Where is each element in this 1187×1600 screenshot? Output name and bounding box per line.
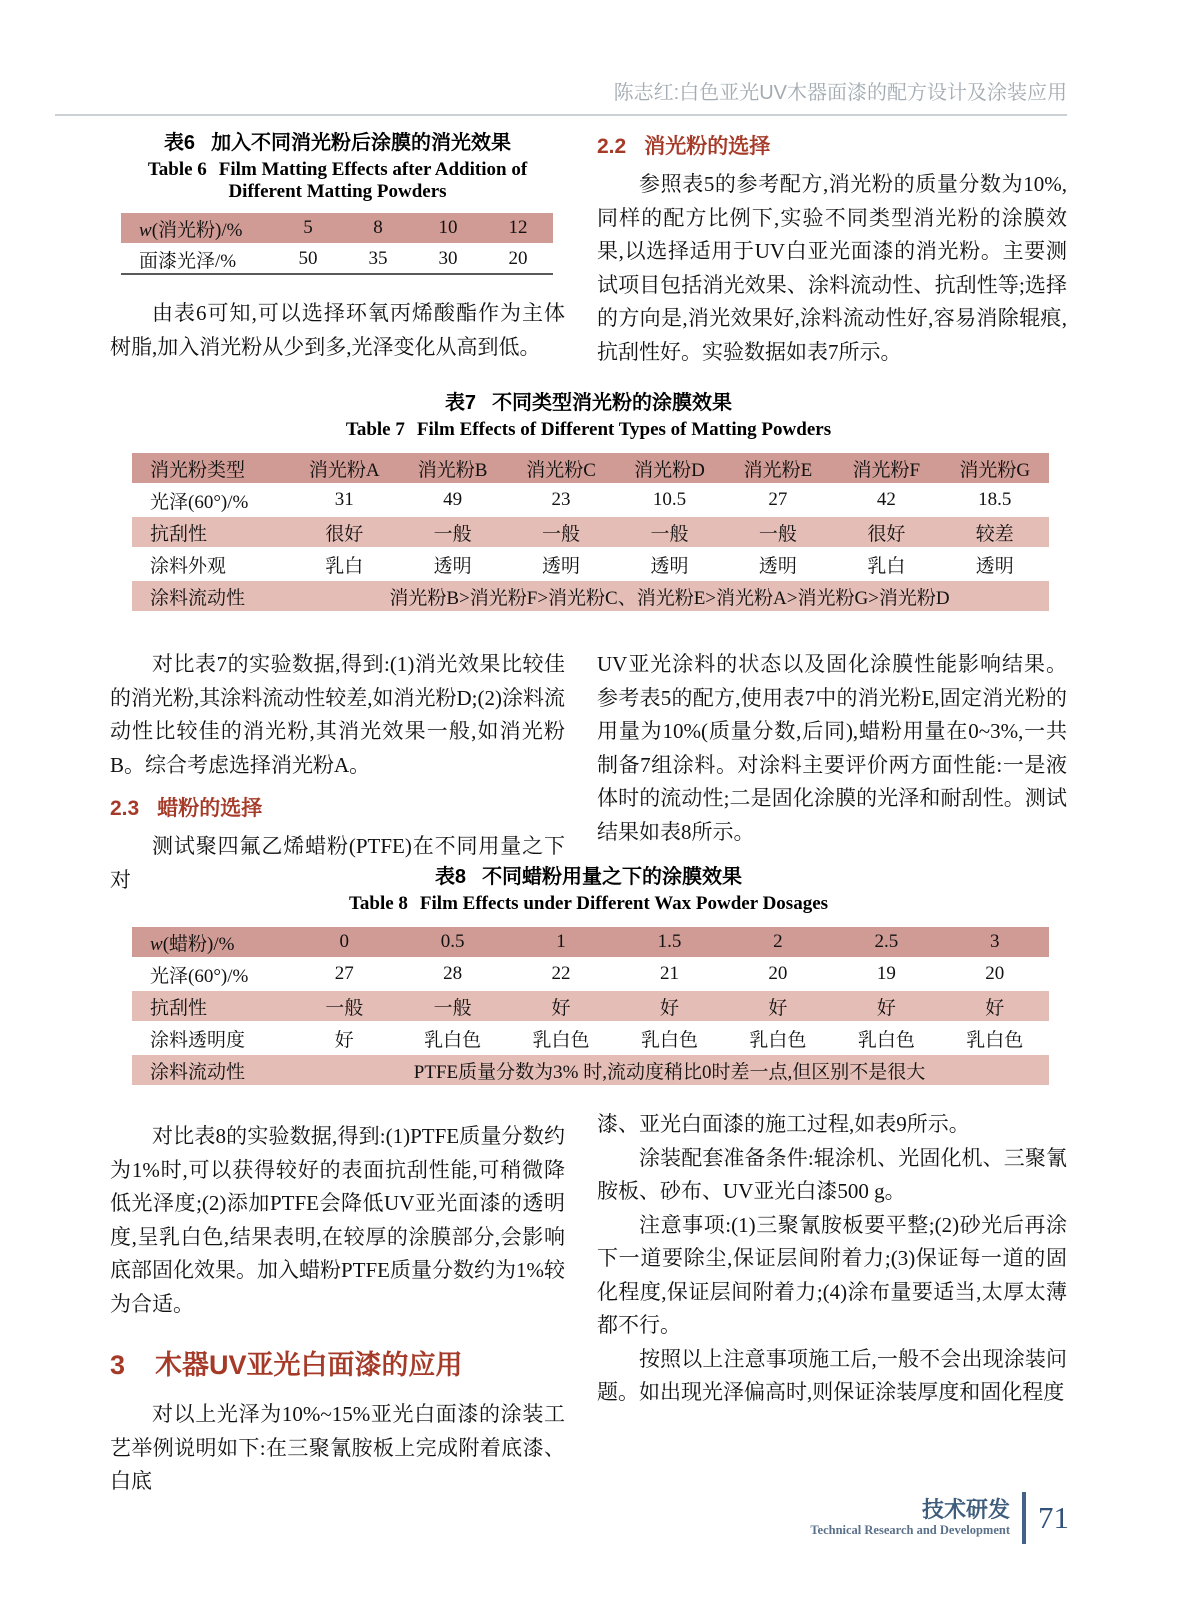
- table7-cell: 一般: [724, 517, 832, 547]
- section-2-3-heading: [110, 792, 565, 822]
- table8-header-cell: 2: [724, 927, 832, 957]
- table8-cell: 一般: [398, 991, 506, 1021]
- table8-title-cn: 不同蜡粉用量之下的涂膜效果: [482, 866, 743, 888]
- table7-cell: 透明: [650, 555, 689, 577]
- table6-row-label: 面漆光泽/%: [121, 245, 273, 275]
- table8-header-label: [132, 927, 290, 957]
- table8-row-label: 涂料流动性: [132, 1055, 290, 1085]
- table7-cell: 一般: [507, 517, 615, 547]
- section-2-2-title: 消光粉的选择: [644, 135, 771, 158]
- table6-header-cell: 8: [343, 213, 413, 243]
- table8-cell: 乳白色: [857, 1029, 915, 1051]
- table7-header-cell: 消光粉A: [290, 453, 398, 483]
- table8-cell: 乳白色: [749, 1029, 807, 1051]
- table7-cell: 很好: [832, 517, 940, 547]
- table6-cell: 50: [273, 245, 343, 275]
- table7-cell: 较差: [941, 517, 1049, 547]
- table7-row-flow: [132, 581, 1049, 611]
- table8-cell: 28: [443, 963, 463, 984]
- table7-header-cell: 消光粉F: [832, 453, 940, 483]
- table7-header-row: [132, 453, 1049, 483]
- section-2-2-heading: [597, 130, 1067, 160]
- table8-header-cell: 3: [941, 927, 1049, 957]
- table8-analysis-paragraph: 对比表8的实验数据,得到:(1)PTFE质量分数约为1%时,可以获得较好的表面抗刮性能,可稍微降低光泽度;(2)添加PTFE会降低UV亚光面漆的透明度,呈乳白色,结果表明,在较厚的涂膜部分,会影响底部固化效果。加入蜡粉PTFE质量分数约为1%较为合适。: [110, 1124, 566, 1316]
- table6-header-label: [121, 213, 273, 243]
- table8-label-cn: 表8: [434, 866, 467, 888]
- table7-title-cn: 不同类型消光粉的涂膜效果: [492, 392, 733, 414]
- table7-flow-ranking: 消光粉B>消光粉F>消光粉C、消光粉E>消光粉A>消光粉G>消光粉D: [290, 581, 1049, 611]
- table6-header-cell: 5: [273, 213, 343, 243]
- section-2-3-paragraph-start: 测试聚四氟乙烯蜡粉(PTFE)在不同用量之下对: [110, 834, 565, 892]
- table7-caption-cn: [110, 386, 1067, 415]
- table8-cell: 好: [334, 1029, 354, 1051]
- table7-title-en: Film Effects of Different Types of Matting Powders: [416, 419, 832, 440]
- section-3-paragraph-start: 对以上光泽为10%~15%亚光白面漆的涂装工艺举例说明如下:在三聚氰胺板上完成附着底漆、白底: [110, 1402, 565, 1493]
- table8-row-scratch: [132, 991, 1049, 1021]
- table8-header-cell: 1: [507, 927, 615, 957]
- table6-header-row: [121, 213, 553, 243]
- table7-cell: 27: [768, 489, 788, 510]
- table6-note-paragraph: 由表6可知,可以选择环氧丙烯酸酯作为主体树脂,加入消光粉从少到多,光泽变化从高到低。: [110, 301, 565, 359]
- table7-row-label: 光泽(60°)/%: [150, 491, 249, 513]
- table6-header-cell: 12: [483, 213, 553, 243]
- table8: [132, 925, 1049, 1087]
- table8-cell: 乳白色: [424, 1029, 482, 1051]
- table8-cell: 好: [724, 991, 832, 1021]
- table7-cell: 乳白: [867, 555, 906, 577]
- table7-header-cell: 消光粉类型: [132, 453, 290, 483]
- table8-cell: 好: [941, 991, 1049, 1021]
- table7-caption-en: [110, 419, 1067, 441]
- table7-header-cell: 消光粉D: [615, 453, 723, 483]
- section-2-2: [597, 126, 1067, 369]
- table8-cell: 好: [832, 991, 940, 1021]
- table8-row-gloss: [132, 959, 1049, 989]
- section-2-2-number: 2.2: [597, 135, 627, 158]
- wax-paragraph-continuation: UV亚光涂料的状态以及固化涂膜性能影响结果。参考表5的配方,使用表7中的消光粉E,固定消光粉的用量为10%(质量分数,后同),蜡粉用量在0~3%,一共制备7组涂料。对涂料主要评价两方面性能:一是液体时的流动性;二是固化涂膜的光泽和耐刮性。测试结果如表8所示。: [597, 652, 1067, 844]
- section-2-3-title: 蜡粉的选择: [157, 797, 263, 820]
- application-paragraph-continuation: 漆、亚光白面漆的施工过程,如表9所示。: [597, 1112, 970, 1136]
- table8-row-flow: [132, 1055, 1049, 1085]
- table8-header-cell: 0: [290, 927, 398, 957]
- table7-analysis-paragraph: 对比表7的实验数据,得到:(1)消光效果比较佳的消光粉,其涂料流动性较差,如消光粉D;(2)涂料流动性比较佳的消光粉,其消光效果一般,如消光粉B。综合考虑选择消光粉A。: [110, 652, 565, 777]
- section-2-2-paragraph: 参照表5的参考配方,消光粉的质量分数为10%,同样的配方比例下,实验不同类型消光粉的涂膜效果,以选择适用于UV白亚光面漆的消光粉。主要测试项目包括消光效果、涂料流动性、抗刮性等;选择的方向是,消光效果好,涂料流动性好,容易消除辊痕,抗刮性好。实验数据如表7所示。: [597, 172, 1067, 364]
- table7-cell: 18.5: [978, 489, 1012, 510]
- table8-row-label: 抗刮性: [132, 991, 290, 1021]
- table6-label-cn: 表6: [163, 132, 196, 154]
- table6-title-en: Film Matting Effects after Addition of Different Matting Powders: [218, 159, 528, 202]
- table7-cell: 42: [876, 489, 896, 510]
- table8-caption-cn: [110, 860, 1067, 889]
- footer-divider-bar: [1022, 1492, 1026, 1544]
- table7-header-cell: 消光粉B: [398, 453, 506, 483]
- table8-header-row: [132, 927, 1049, 957]
- section-3-heading: [110, 1343, 565, 1382]
- table8-cell: 乳白色: [640, 1029, 698, 1051]
- table7-cell: 49: [443, 489, 463, 510]
- table7-row-appearance: [132, 549, 1049, 579]
- page-footer: [810, 1492, 1069, 1544]
- table8-cell: 好: [615, 991, 723, 1021]
- table6: [121, 211, 553, 277]
- table7-block: [110, 386, 1067, 613]
- bottom-columns: [110, 1108, 1067, 1499]
- table7-row-label: 涂料流动性: [132, 581, 290, 611]
- table7-label-en: Table 7: [345, 419, 405, 440]
- table8-title-en: Film Effects under Different Wax Powder Dosages: [419, 893, 829, 914]
- table7-cell: 31: [334, 489, 354, 510]
- precautions-paragraph: 注意事项:(1)三聚氰胺板要平整;(2)砂光后再涂下一道要除尘,保证层间附着力;(3)保证每一道的固化程度,保证层间附着力;(4)涂布量要适当,太厚太薄都不行。: [597, 1212, 1067, 1337]
- bottom-right-column: [597, 1108, 1067, 1499]
- running-head: [55, 76, 1067, 116]
- section-3-title: 木器UV亚光白面漆的应用: [155, 1350, 463, 1380]
- table6-title-cn: 加入不同消光粉后涂膜的消光效果: [211, 132, 512, 154]
- table8-cell: 21: [659, 963, 679, 984]
- table7-cell: 乳白: [325, 555, 364, 577]
- table7-header-cell: 消光粉C: [507, 453, 615, 483]
- table8-row-label: 光泽(60°)/%: [150, 965, 249, 987]
- table7-cell: 透明: [975, 555, 1014, 577]
- table7-row-label: 涂料外观: [150, 555, 227, 577]
- table8-cell: 乳白色: [532, 1029, 590, 1051]
- table8-row-label: 涂料透明度: [150, 1029, 246, 1051]
- table8-header-label-rest: (蜡粉)/%: [162, 933, 235, 955]
- table6-caption-cn: [110, 126, 565, 155]
- page-number: 71: [1038, 1500, 1069, 1535]
- table6-label-en: Table 6: [147, 159, 207, 180]
- table7-cell: 10.5: [652, 489, 687, 510]
- table8-cell: 19: [876, 963, 896, 984]
- table7-cell: 透明: [542, 555, 581, 577]
- table8-header-cell: 1.5: [615, 927, 723, 957]
- table7-header-cell: 消光粉G: [941, 453, 1049, 483]
- table7: [132, 451, 1049, 613]
- preparation-paragraph: 涂装配套准备条件:辊涂机、光固化机、三聚氰胺板、砂布、UV亚光白漆500 g。: [597, 1145, 1067, 1203]
- footer-section-en: Technical Research and Development: [810, 1523, 1010, 1537]
- section-2-3-number: 2.3: [110, 797, 140, 820]
- table6-cell: 30: [413, 245, 483, 275]
- table8-cell: 乳白色: [966, 1029, 1024, 1051]
- table7-cell: 一般: [615, 517, 723, 547]
- section-3-number: 3: [110, 1350, 126, 1380]
- table8-flow-note: PTFE质量分数为3% 时,流动度稍比0时差一点,但区别不是很大: [290, 1055, 1049, 1085]
- table6-header-cell: 10: [413, 213, 483, 243]
- footer-section-cn: 技术研发: [921, 1497, 1010, 1522]
- table7-row-scratch: [132, 517, 1049, 547]
- table7-row-label: 抗刮性: [132, 517, 290, 547]
- table7-cell: 很好: [290, 517, 398, 547]
- top-columns: [110, 126, 1067, 369]
- table8-w-symbol: w: [150, 933, 163, 955]
- table8-block: [110, 860, 1067, 1087]
- table8-cell: 一般: [290, 991, 398, 1021]
- table7-header-cell: 消光粉E: [724, 453, 832, 483]
- table8-row-transparency: [132, 1023, 1049, 1053]
- table6-header-label-rest: (消光粉)/%: [151, 219, 243, 241]
- footer-section: [810, 1498, 1010, 1538]
- table8-header-cell: 0.5: [398, 927, 506, 957]
- result-paragraph: 按照以上注意事项施工后,一般不会出现涂装问题。如出现光泽偏高时,则保证涂装厚度和固化程度: [597, 1346, 1067, 1404]
- table7-cell: 透明: [433, 555, 472, 577]
- table8-cell: 20: [768, 963, 788, 984]
- table6-cell: 20: [483, 245, 553, 275]
- table6-block: [110, 126, 565, 369]
- table8-header-cell: 2.5: [832, 927, 940, 957]
- table6-data-row: [121, 245, 553, 275]
- table7-cell: 一般: [398, 517, 506, 547]
- table8-cell: 22: [551, 963, 571, 984]
- table7-label-cn: 表7: [444, 392, 477, 414]
- table6-w-symbol: w: [139, 219, 152, 241]
- table6-caption-en: [110, 159, 565, 203]
- table7-cell: 透明: [758, 555, 797, 577]
- running-title: 陈志红:白色亚光UV木器面漆的配方设计及涂装应用: [613, 82, 1067, 104]
- table6-cell: 35: [343, 245, 413, 275]
- table8-label-en: Table 8: [348, 893, 408, 914]
- bottom-left-column: [110, 1108, 565, 1499]
- table8-cell: 27: [334, 963, 354, 984]
- table7-row-gloss: [132, 485, 1049, 515]
- table8-cell: 20: [985, 963, 1005, 984]
- table8-cell: 好: [507, 991, 615, 1021]
- table8-caption-en: [110, 893, 1067, 915]
- table7-cell: 23: [551, 489, 571, 510]
